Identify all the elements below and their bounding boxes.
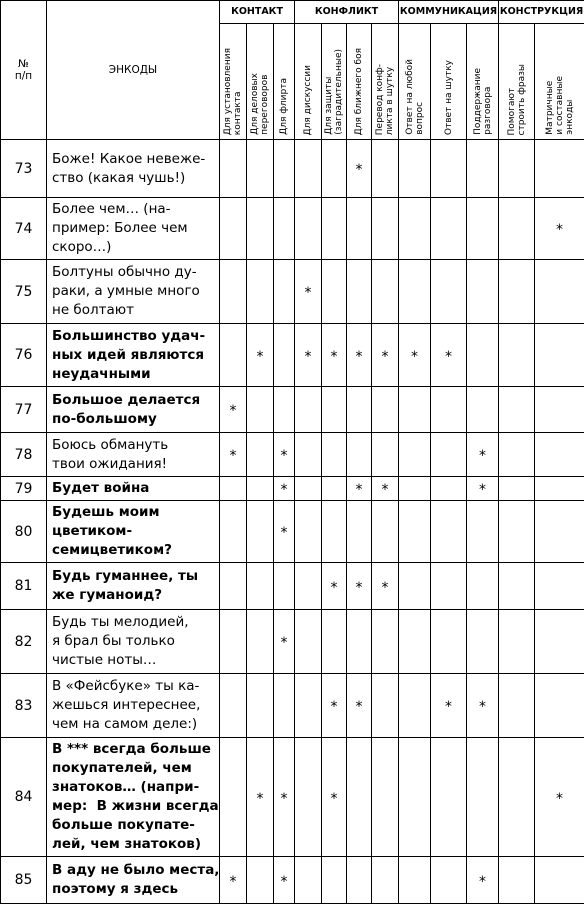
empty-cell	[499, 674, 535, 738]
asterisk-mark: *	[347, 140, 372, 198]
empty-cell	[322, 260, 347, 324]
asterisk-mark: *	[431, 674, 467, 738]
sub-header: Перевод конф- ликта в шутку	[372, 24, 399, 140]
empty-cell	[220, 324, 247, 387]
table-row	[1, 260, 584, 324]
asterisk-mark: *	[220, 387, 247, 433]
table-row	[1, 563, 584, 610]
empty-cell	[535, 260, 584, 324]
empty-cell	[274, 140, 295, 198]
sub-header: Для ближнего боя	[347, 24, 372, 140]
num-header: № п/п	[1, 1, 47, 140]
sub-header: Помогают строить фразы	[499, 24, 535, 140]
sub-header: Для дискуссии	[295, 24, 322, 140]
empty-cell	[372, 674, 399, 738]
empty-cell	[499, 610, 535, 674]
asterisk-mark: *	[322, 674, 347, 738]
encode-text: В аду не было места, поэтому я здесь	[47, 857, 220, 904]
asterisk-mark: *	[467, 477, 499, 501]
empty-cell	[347, 387, 372, 433]
empty-cell	[295, 610, 322, 674]
row-number: 83	[1, 674, 47, 738]
empty-cell	[274, 260, 295, 324]
table-row	[1, 198, 584, 260]
empty-cell	[399, 857, 431, 904]
asterisk-mark: *	[274, 738, 295, 857]
empty-cell	[372, 738, 399, 857]
row-number: 79	[1, 477, 47, 501]
empty-cell	[467, 738, 499, 857]
empty-cell	[295, 857, 322, 904]
asterisk-mark: *	[372, 477, 399, 501]
encode-text: Будешь моим цветиком- семицветиком?	[47, 501, 220, 563]
row-number: 74	[1, 198, 47, 260]
empty-cell	[322, 387, 347, 433]
empty-cell	[467, 140, 499, 198]
codes-header: ЭНКОДЫ	[47, 1, 220, 140]
table-body	[1, 140, 584, 904]
empty-cell	[274, 674, 295, 738]
empty-cell	[274, 563, 295, 610]
encode-text: Большое делается по-большому	[47, 387, 220, 433]
empty-cell	[274, 324, 295, 387]
empty-cell	[467, 563, 499, 610]
asterisk-mark: *	[322, 738, 347, 857]
empty-cell	[247, 260, 274, 324]
empty-cell	[347, 857, 372, 904]
empty-cell	[499, 387, 535, 433]
empty-cell	[347, 738, 372, 857]
asterisk-mark: *	[220, 433, 247, 477]
encode-text: Будь ты мелодией, я брал бы только чистые ноты…	[47, 610, 220, 674]
empty-cell	[431, 501, 467, 563]
empty-cell	[535, 857, 584, 904]
encode-text: Будет война	[47, 477, 220, 501]
sub-header: Ответ на любой вопрос	[399, 24, 431, 140]
encode-text: В *** всегда больше покупателей, чем знатоков… (напри- мер: В жизни всегда больше покупате- лей, чем знатоков)	[47, 738, 220, 857]
empty-cell	[499, 477, 535, 501]
table-row	[1, 674, 584, 738]
empty-cell	[247, 563, 274, 610]
sub-header: Для установления контакта	[220, 24, 247, 140]
table-row	[1, 857, 584, 904]
empty-cell	[467, 260, 499, 324]
encode-text: Болтуны обычно ду- раки, а умные много не болтают	[47, 260, 220, 324]
asterisk-mark: *	[274, 501, 295, 563]
asterisk-mark: *	[322, 563, 347, 610]
empty-cell	[431, 857, 467, 904]
row-number: 76	[1, 324, 47, 387]
empty-cell	[220, 674, 247, 738]
empty-cell	[247, 387, 274, 433]
empty-cell	[431, 738, 467, 857]
sub-header: Для защиты (заградительные)	[322, 24, 347, 140]
empty-cell	[535, 140, 584, 198]
empty-cell	[372, 260, 399, 324]
asterisk-mark: *	[274, 433, 295, 477]
empty-cell	[220, 260, 247, 324]
empty-cell	[467, 198, 499, 260]
empty-cell	[467, 610, 499, 674]
table-row	[1, 738, 584, 857]
empty-cell	[499, 260, 535, 324]
row-number: 82	[1, 610, 47, 674]
asterisk-mark: *	[347, 674, 372, 738]
asterisk-mark: *	[467, 674, 499, 738]
empty-cell	[399, 477, 431, 501]
asterisk-mark: *	[274, 610, 295, 674]
asterisk-mark: *	[372, 563, 399, 610]
empty-cell	[535, 610, 584, 674]
empty-cell	[247, 433, 274, 477]
empty-cell	[220, 610, 247, 674]
empty-cell	[322, 610, 347, 674]
empty-cell	[295, 501, 322, 563]
empty-cell	[372, 433, 399, 477]
empty-cell	[535, 674, 584, 738]
empty-cell	[322, 501, 347, 563]
asterisk-mark: *	[347, 477, 372, 501]
empty-cell	[499, 433, 535, 477]
empty-cell	[499, 857, 535, 904]
empty-cell	[431, 140, 467, 198]
empty-cell	[431, 260, 467, 324]
empty-cell	[499, 140, 535, 198]
asterisk-mark: *	[467, 857, 499, 904]
table-row	[1, 387, 584, 433]
asterisk-mark: *	[535, 738, 584, 857]
empty-cell	[220, 563, 247, 610]
empty-cell	[347, 260, 372, 324]
table-row	[1, 324, 584, 387]
sub-header: Матричные и составные энкоды	[535, 24, 584, 140]
asterisk-mark: *	[274, 857, 295, 904]
row-number: 85	[1, 857, 47, 904]
empty-cell	[431, 477, 467, 501]
empty-cell	[295, 433, 322, 477]
empty-cell	[467, 501, 499, 563]
encode-text: Более чем… (на- пример: Более чем скоро…)	[47, 198, 220, 260]
row-number: 75	[1, 260, 47, 324]
empty-cell	[372, 857, 399, 904]
empty-cell	[535, 477, 584, 501]
empty-cell	[247, 501, 274, 563]
encode-text: Большинство удач- ных идей являются неудачными	[47, 324, 220, 387]
empty-cell	[372, 501, 399, 563]
asterisk-mark: *	[347, 324, 372, 387]
asterisk-mark: *	[247, 738, 274, 857]
empty-cell	[347, 433, 372, 477]
empty-cell	[399, 140, 431, 198]
empty-cell	[535, 501, 584, 563]
table-row	[1, 140, 584, 198]
empty-cell	[535, 433, 584, 477]
asterisk-mark: *	[322, 324, 347, 387]
empty-cell	[399, 260, 431, 324]
empty-cell	[467, 387, 499, 433]
empty-cell	[431, 198, 467, 260]
encode-text: Боюсь обмануть твои ожидания!	[47, 433, 220, 477]
empty-cell	[399, 501, 431, 563]
empty-cell	[295, 198, 322, 260]
row-number: 80	[1, 501, 47, 563]
empty-cell	[322, 140, 347, 198]
empty-cell	[322, 477, 347, 501]
empty-cell	[499, 738, 535, 857]
sub-header: Для флирта	[274, 24, 295, 140]
empty-cell	[535, 563, 584, 610]
asterisk-mark: *	[295, 260, 322, 324]
empty-cell	[347, 610, 372, 674]
row-number: 81	[1, 563, 47, 610]
empty-cell	[467, 324, 499, 387]
asterisk-mark: *	[535, 198, 584, 260]
empty-cell	[274, 387, 295, 433]
encode-text: В «Фейсбуке» ты ка- жешься интереснее, чем на самом деле:)	[47, 674, 220, 738]
empty-cell	[322, 433, 347, 477]
empty-cell	[347, 501, 372, 563]
empty-cell	[399, 610, 431, 674]
empty-cell	[295, 477, 322, 501]
empty-cell	[372, 610, 399, 674]
empty-cell	[372, 140, 399, 198]
empty-cell	[247, 674, 274, 738]
asterisk-mark: *	[247, 324, 274, 387]
empty-cell	[431, 563, 467, 610]
table-row	[1, 477, 584, 501]
table-row	[1, 501, 584, 563]
empty-cell	[431, 610, 467, 674]
asterisk-mark: *	[295, 324, 322, 387]
empty-cell	[499, 198, 535, 260]
sub-header: Поддержание разговора	[467, 24, 499, 140]
group-conflict: КОНФЛИКТ	[295, 1, 399, 24]
group-construction: КОНСТРУКЦИЯ	[499, 1, 584, 24]
table-row	[1, 610, 584, 674]
empty-cell	[431, 387, 467, 433]
asterisk-mark: *	[220, 857, 247, 904]
row-number: 78	[1, 433, 47, 477]
empty-cell	[295, 563, 322, 610]
empty-cell	[274, 198, 295, 260]
empty-cell	[322, 857, 347, 904]
asterisk-mark: *	[399, 324, 431, 387]
table-row	[1, 433, 584, 477]
group-contact: КОНТАКТ	[220, 1, 295, 24]
sub-header: Ответ на шутку	[431, 24, 467, 140]
empty-cell	[347, 198, 372, 260]
empty-cell	[220, 501, 247, 563]
sub-header: Для деловых переговоров	[247, 24, 274, 140]
empty-cell	[535, 387, 584, 433]
empty-cell	[399, 433, 431, 477]
empty-cell	[499, 563, 535, 610]
empty-cell	[372, 387, 399, 433]
empty-cell	[220, 477, 247, 501]
empty-cell	[247, 140, 274, 198]
row-number: 77	[1, 387, 47, 433]
asterisk-mark: *	[372, 324, 399, 387]
empty-cell	[431, 433, 467, 477]
empty-cell	[399, 387, 431, 433]
empty-cell	[535, 324, 584, 387]
encode-text: Боже! Какое невеже- ство (какая чушь!)	[47, 140, 220, 198]
empty-cell	[399, 674, 431, 738]
asterisk-mark: *	[274, 477, 295, 501]
empty-cell	[247, 477, 274, 501]
empty-cell	[220, 738, 247, 857]
empty-cell	[247, 610, 274, 674]
group-communication: КОММУНИКАЦИЯ	[399, 1, 499, 24]
empty-cell	[399, 563, 431, 610]
empty-cell	[247, 857, 274, 904]
asterisk-mark: *	[431, 324, 467, 387]
empty-cell	[399, 738, 431, 857]
empty-cell	[295, 140, 322, 198]
asterisk-mark: *	[347, 563, 372, 610]
empty-cell	[322, 198, 347, 260]
empty-cell	[499, 501, 535, 563]
empty-cell	[295, 674, 322, 738]
empty-cell	[399, 198, 431, 260]
empty-cell	[247, 198, 274, 260]
empty-cell	[295, 738, 322, 857]
empty-cell	[220, 140, 247, 198]
row-number: 84	[1, 738, 47, 857]
encode-text: Будь гуманнее, ты же гуманоид?	[47, 563, 220, 610]
empty-cell	[220, 198, 247, 260]
empty-cell	[372, 198, 399, 260]
row-number: 73	[1, 140, 47, 198]
empty-cell	[499, 324, 535, 387]
empty-cell	[295, 387, 322, 433]
asterisk-mark: *	[467, 433, 499, 477]
